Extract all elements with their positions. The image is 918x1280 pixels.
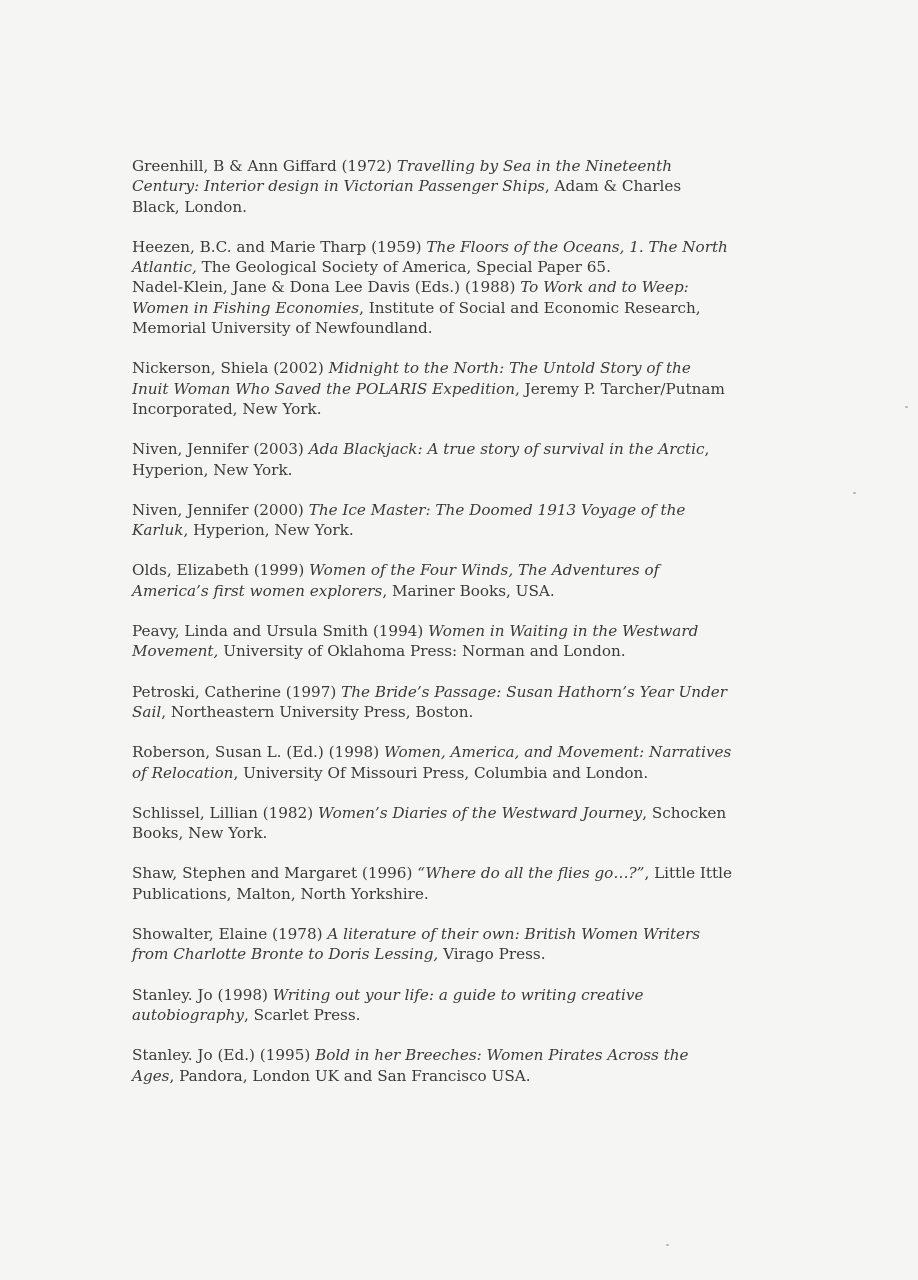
entry-author-year: Nickerson, Shiela (2002) xyxy=(132,359,329,378)
bibliography-entry xyxy=(132,237,732,278)
bibliography-entry xyxy=(132,742,732,783)
bibliography-entry xyxy=(132,985,732,1026)
bibliography-entry xyxy=(132,621,732,662)
bibliography-entry xyxy=(132,924,732,965)
paper-speck xyxy=(853,492,856,494)
entry-publisher: The Geological Society of America, Special Paper 65. xyxy=(196,258,611,277)
entry-title: “Where do all the flies go…?” xyxy=(417,864,645,883)
entry-title: To Work and to Weep: Women in Fishing Economies xyxy=(132,278,689,317)
bibliography-entry xyxy=(132,803,732,844)
bibliography-entry xyxy=(132,500,732,541)
entry-publisher: University of Oklahoma Press: Norman and London. xyxy=(218,642,626,661)
entry-publisher: , Schocken Books, New York. xyxy=(132,803,727,843)
entry-author-year: Heezen, B.C. and Marie Tharp (1959) xyxy=(132,237,427,256)
paper-speck xyxy=(905,406,908,408)
entry-title: Women’s Diaries of the Westward Journey xyxy=(318,803,643,822)
bibliography-entry xyxy=(132,156,732,217)
entry-title: Women in Waiting in the Westward Movement, xyxy=(132,622,699,661)
entry-author-year: Showalter, Elaine (1978) xyxy=(132,925,328,944)
entry-author-year: Shaw, Stephen and Margaret (1996) xyxy=(132,864,418,883)
entry-title: Women of the Four Winds, The Adventures of America’s first women explorers xyxy=(132,561,660,600)
entry-title: The Ice Master: The Doomed 1913 Voyage of the Karluk xyxy=(132,500,686,540)
entry-author-year: Schlissel, Lillian (1982) xyxy=(132,803,319,822)
bibliography-entry xyxy=(132,277,732,338)
entry-title: Midnight to the North: The Untold Story of the Inuit Woman Who Saved the POLARIS Expedition xyxy=(132,359,691,398)
entry-author-year: Peavy, Linda and Ursula Smith (1994) xyxy=(132,622,429,641)
entry-author-year: Roberson, Susan L. (Ed.) (1998) xyxy=(132,743,384,762)
entry-publisher: , Mariner Books, USA. xyxy=(382,581,555,600)
entry-publisher: , Scarlet Press. xyxy=(243,1005,361,1024)
entry-author-year: Olds, Elizabeth (1999) xyxy=(132,561,310,580)
entry-title: Bold in her Breeches: Women Pirates Across the Ages xyxy=(132,1046,689,1085)
entry-title: Writing out your life: a guide to writing creative autobiography xyxy=(132,985,644,1024)
entry-author-year: Stanley. Jo (1998) xyxy=(132,985,273,1004)
entry-publisher: , Jeremy P. Tarcher/Putnam Incorporated, New York. xyxy=(132,379,725,418)
bibliography-entry xyxy=(132,1045,732,1086)
entry-publisher: , Little Ittle Publications, Malton, North Yorkshire. xyxy=(132,864,732,903)
entry-publisher: , Institute of Social and Economic Research, Memorial University of Newfoundland. xyxy=(132,298,701,338)
entry-author-year: Niven, Jennifer (2000) xyxy=(132,500,309,519)
bibliography-list xyxy=(132,156,732,1106)
entry-publisher: , Adam & Charles Black, London. xyxy=(132,177,682,216)
entry-author-year: Petroski, Catherine (1997) xyxy=(132,682,342,701)
bibliography-entry xyxy=(132,560,732,601)
entry-title: The Floors of the Oceans, 1. The North Atlantic, xyxy=(132,237,728,277)
entry-author-year: Stanley. Jo (Ed.) (1995) xyxy=(132,1046,316,1065)
entry-title: Travelling by Sea in the Nineteenth Century: Interior design in Victorian Passenger Ships xyxy=(132,157,672,196)
bibliography-entry xyxy=(132,358,732,419)
entry-title: A literature of their own: British Women Writers from Charlotte Bronte to Doris Lessing, xyxy=(132,925,701,964)
entry-author-year: Nadel-Klein, Jane & Dona Lee Davis (Eds.) (1988) xyxy=(132,278,521,297)
entry-publisher: Virago Press. xyxy=(438,945,546,964)
entry-publisher: , Hyperion, New York. xyxy=(183,521,354,540)
entry-publisher: , University Of Missouri Press, Columbia and London. xyxy=(233,763,649,782)
paper-speck xyxy=(666,1244,669,1246)
entry-publisher: , Pandora, London UK and San Francisco USA. xyxy=(169,1066,531,1085)
entry-title: Ada Blackjack: A true story of survival in the Arctic xyxy=(308,440,705,459)
bibliography-entry xyxy=(132,682,732,723)
bibliography-entry xyxy=(132,439,732,480)
entry-author-year: Greenhill, B & Ann Giffard (1972) xyxy=(132,157,397,175)
entry-title: Women, America, and Movement: Narratives of Relocation xyxy=(132,743,732,782)
entry-publisher: , Hyperion, New York. xyxy=(132,440,710,479)
entry-author-year: Niven, Jennifer (2003) xyxy=(132,440,309,459)
bibliography-entry xyxy=(132,863,732,904)
entry-publisher: , Northeastern University Press, Boston. xyxy=(161,702,474,721)
entry-title: The Bride’s Passage: Susan Hathorn’s Year Under Sail xyxy=(132,682,728,721)
